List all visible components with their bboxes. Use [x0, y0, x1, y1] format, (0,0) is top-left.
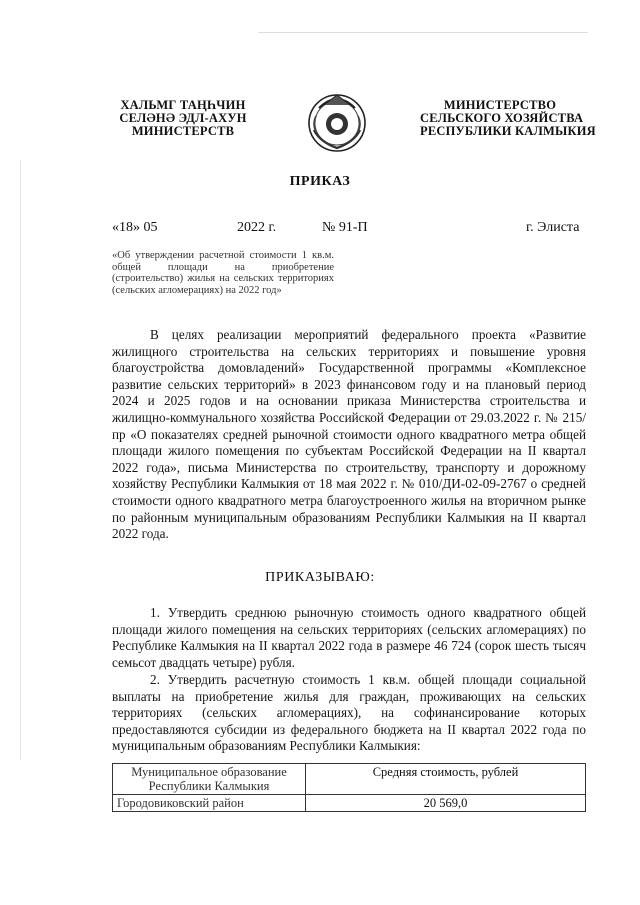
order-date: «18» 05 [112, 220, 158, 235]
header-right-line: РЕСПУБЛИКИ КАЛМЫКИЯ [420, 124, 596, 138]
order-item-1: 1. Утвердить среднюю рыночную стоимость одного квадратного общей площади жилого помещения на сельских территориях (сельских агломерациях) по Республике Калмыкия на II квартал 2022 года в размере 46 724 (сорок шесть тысяч семьсот двадцать четыре) рубля. [112, 605, 586, 670]
header-right-line: МИНИСТЕРСТВО [443, 98, 557, 112]
table-header-cost: Средняя стоимость, рублей [306, 764, 586, 795]
order-item-2: 2. Утвердить расчетную стоимость 1 кв.м. общей площади социальной выплаты на приобретение жилья для граждан, проживающих на сельских территориях (сельских агломерациях), на софинансирование которых предоставляются субсидии из федерального бюджета на II квартал 2022 года по муниципальным образованиям Республики Калмыкия: [112, 672, 586, 754]
order-subject: «Об утверждении расчетной стоимости 1 кв.м. общей площади на приобретение (строительство) жилья на сельских территориях (сельских агломерациях) на 2022 год» [112, 250, 334, 296]
table-header-row [113, 764, 586, 795]
order-number: № 91-П [322, 220, 368, 235]
order-year: 2022 г. [237, 220, 277, 235]
document-title: ПРИКАЗ [289, 174, 351, 189]
cost-table [112, 763, 586, 812]
table-header-municipality: Муниципальное образование Республики Калмыкия [113, 764, 306, 795]
header-left-line: СЕЛӘНӘ ЭДЛ-АХУН [119, 111, 247, 125]
table-row [113, 795, 586, 812]
order-word: ПРИКАЗЫВАЮ: [265, 570, 375, 585]
header-left-line: ХАЛЬМГ ТАҢҺЧИН [120, 98, 246, 112]
order-city: г. Элиста [526, 220, 580, 235]
coat-of-arms-emblem [302, 86, 372, 156]
preamble-paragraph: В целях реализации мероприятий федерального проекта «Развитие жилищного строительства на сельских территориях и повышение уровня благоустройства домовладений» Государственной программы «Комплексное развитие сельских территорий» в 2023 финансовом году и на плановый период 2024 и 2025 годов и на основании приказа Министерства строительства и жилищно-коммунального хозяйства Российской Федерации от 29.03.2022 г. № 215/пр «О показателях средней рыночной стоимости одного квадратного метра общей площади жилого помещения по субъектам Российской Федерации на II квартал 2022 года», письма Министерства по строительству, транспорту и дорожному хозяйству Республики Калмыкия от 18 мая 2022 г. № 010/ДИ-02-09-2767 о средней стоимости одного квадратного метра благоустроенного жилья на вторичном рынке по районным муниципальным образованиям Республики Калмыкия на II квартал 2022 года. [112, 327, 586, 542]
header-right-russian [420, 98, 596, 138]
header-left-kalmyk [108, 99, 258, 138]
scan-margin-line [20, 160, 21, 760]
header-left-line: МИНИСТЕРСТВ [131, 124, 235, 138]
table-cell-municipality: Городовиковский район [113, 795, 306, 812]
table-cell-cost: 20 569,0 [306, 795, 586, 812]
header-right-line: СЕЛЬСКОГО ХОЗЯЙСТВА [420, 111, 584, 125]
scan-edge-line [258, 32, 588, 33]
